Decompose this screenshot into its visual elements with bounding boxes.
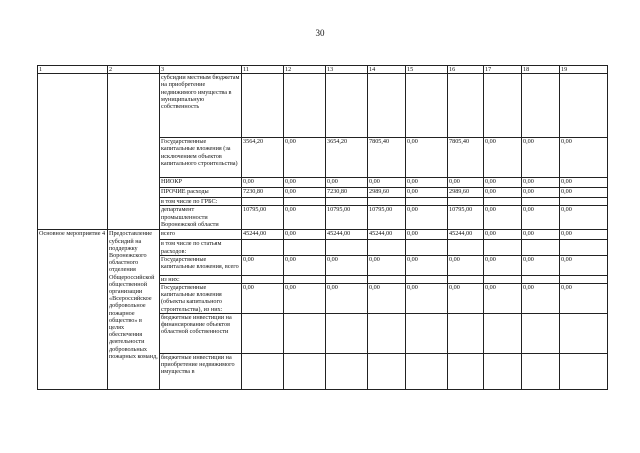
- value-cell: 0,00: [406, 230, 448, 240]
- header-cell: 12: [284, 66, 326, 74]
- value-cell: 0,00: [560, 188, 608, 198]
- header-cell: 13: [326, 66, 368, 74]
- value-cell: 0,00: [284, 284, 326, 314]
- value-cell: 0,00: [522, 206, 560, 230]
- value-cell: [284, 353, 326, 389]
- value-cell: 0,00: [484, 230, 522, 240]
- value-cell: 0,00: [560, 230, 608, 240]
- value-cell: 0,00: [522, 178, 560, 188]
- value-cell: [242, 353, 284, 389]
- table-row: [38, 74, 608, 138]
- value-cell: 45244,00: [448, 230, 484, 240]
- value-cell: [242, 240, 284, 255]
- row-item-cell: НИОКР: [160, 178, 242, 188]
- value-cell: [448, 198, 484, 206]
- value-cell: [560, 275, 608, 283]
- header-cell: 18: [522, 66, 560, 74]
- value-cell: [522, 353, 560, 389]
- value-cell: 0,00: [284, 206, 326, 230]
- value-cell: 0,00: [242, 255, 284, 275]
- value-cell: [406, 198, 448, 206]
- value-cell: [368, 275, 406, 283]
- row-description-cell: [108, 74, 160, 230]
- page-number: 30: [315, 28, 325, 38]
- budget-table: [37, 65, 608, 390]
- value-cell: 0,00: [326, 284, 368, 314]
- value-cell: 0,00: [368, 284, 406, 314]
- value-cell: [326, 74, 368, 138]
- value-cell: 2989,60: [368, 188, 406, 198]
- value-cell: 0,00: [560, 138, 608, 178]
- value-cell: 0,00: [284, 188, 326, 198]
- value-cell: 3564,20: [242, 138, 284, 178]
- value-cell: 0,00: [406, 188, 448, 198]
- value-cell: [522, 198, 560, 206]
- value-cell: [484, 313, 522, 353]
- value-cell: [406, 240, 448, 255]
- value-cell: 10795,00: [242, 206, 284, 230]
- value-cell: 0,00: [484, 138, 522, 178]
- row-description-cell: Предоставление субсидий на поддержку Воронежского областного отделения Общероссийской общественной организации «Всероссийское добровольное пожарное общество» в целях обеспечения деятельности добровольных пожарных команд,: [108, 230, 160, 389]
- value-cell: 0,00: [522, 188, 560, 198]
- value-cell: [560, 353, 608, 389]
- value-cell: [484, 240, 522, 255]
- value-cell: [448, 74, 484, 138]
- value-cell: [560, 198, 608, 206]
- value-cell: [242, 275, 284, 283]
- header-cell: 2: [108, 66, 160, 74]
- value-cell: [406, 74, 448, 138]
- row-item-cell: бюджетные инвестиции на приобретение недвижимого имущества в: [160, 353, 242, 389]
- row-item-cell: из них:: [160, 275, 242, 283]
- row-item-cell: бюджетные инвестиции на финансирование объектов областной собственности: [160, 313, 242, 353]
- value-cell: [326, 353, 368, 389]
- value-cell: [284, 198, 326, 206]
- value-cell: 0,00: [242, 178, 284, 188]
- value-cell: [326, 198, 368, 206]
- value-cell: 0,00: [406, 138, 448, 178]
- value-cell: [522, 240, 560, 255]
- value-cell: 0,00: [484, 188, 522, 198]
- value-cell: [284, 240, 326, 255]
- value-cell: [326, 275, 368, 283]
- table-row: [38, 230, 608, 240]
- value-cell: 0,00: [448, 255, 484, 275]
- value-cell: 0,00: [522, 255, 560, 275]
- value-cell: [406, 275, 448, 283]
- value-cell: [448, 353, 484, 389]
- value-cell: [284, 313, 326, 353]
- value-cell: 10795,00: [326, 206, 368, 230]
- value-cell: 7230,80: [242, 188, 284, 198]
- row-item-cell: Государственные капитальные вложения, всего: [160, 255, 242, 275]
- value-cell: [484, 198, 522, 206]
- value-cell: [560, 240, 608, 255]
- value-cell: 0,00: [326, 255, 368, 275]
- value-cell: [368, 74, 406, 138]
- value-cell: [560, 313, 608, 353]
- value-cell: [522, 74, 560, 138]
- value-cell: 0,00: [448, 284, 484, 314]
- value-cell: [242, 198, 284, 206]
- value-cell: 0,00: [406, 255, 448, 275]
- value-cell: [406, 353, 448, 389]
- value-cell: [368, 240, 406, 255]
- value-cell: 0,00: [284, 255, 326, 275]
- value-cell: 0,00: [284, 178, 326, 188]
- value-cell: 7230,80: [326, 188, 368, 198]
- row-item-cell: субсидии местным бюджетам на приобретение недвижимого имущества в муниципальную собственность: [160, 74, 242, 138]
- row-item-cell: Государственные капитальные вложения (за исключением объектов капитального строительства): [160, 138, 242, 178]
- value-cell: [484, 353, 522, 389]
- value-cell: 0,00: [406, 178, 448, 188]
- value-cell: 0,00: [484, 178, 522, 188]
- header-cell: 3: [160, 66, 242, 74]
- value-cell: 0,00: [242, 284, 284, 314]
- table-body: [38, 66, 608, 390]
- header-cell: 19: [560, 66, 608, 74]
- value-cell: 0,00: [560, 178, 608, 188]
- header-cell: 17: [484, 66, 522, 74]
- value-cell: 0,00: [560, 206, 608, 230]
- value-cell: 0,00: [284, 230, 326, 240]
- row-measure-cell: Основное мероприятие 4: [38, 230, 108, 389]
- header-cell: 14: [368, 66, 406, 74]
- row-item-cell: департамент промышленности Воронежской области: [160, 206, 242, 230]
- value-cell: 7805,40: [448, 138, 484, 178]
- value-cell: 2989,60: [448, 188, 484, 198]
- header-cell: 11: [242, 66, 284, 74]
- value-cell: 0,00: [522, 138, 560, 178]
- value-cell: [448, 313, 484, 353]
- value-cell: 0,00: [326, 178, 368, 188]
- value-cell: 10795,00: [448, 206, 484, 230]
- header-cell: 15: [406, 66, 448, 74]
- value-cell: [326, 313, 368, 353]
- row-item-cell: всего: [160, 230, 242, 240]
- value-cell: [560, 74, 608, 138]
- value-cell: 0,00: [406, 284, 448, 314]
- value-cell: [368, 353, 406, 389]
- value-cell: [522, 275, 560, 283]
- value-cell: [368, 198, 406, 206]
- header-cell: 1: [38, 66, 108, 74]
- value-cell: [326, 240, 368, 255]
- value-cell: 0,00: [484, 284, 522, 314]
- value-cell: [284, 275, 326, 283]
- value-cell: [448, 275, 484, 283]
- value-cell: 0,00: [368, 255, 406, 275]
- value-cell: [522, 313, 560, 353]
- value-cell: 0,00: [560, 284, 608, 314]
- value-cell: [448, 240, 484, 255]
- value-cell: [484, 275, 522, 283]
- value-cell: [368, 313, 406, 353]
- value-cell: 0,00: [522, 230, 560, 240]
- value-cell: [484, 74, 522, 138]
- row-item-cell: ПРОЧИЕ расходы: [160, 188, 242, 198]
- row-item-cell: в том числе по статьям расходов:: [160, 240, 242, 255]
- value-cell: 0,00: [284, 138, 326, 178]
- value-cell: [284, 74, 326, 138]
- header-cell: 16: [448, 66, 484, 74]
- value-cell: 0,00: [522, 284, 560, 314]
- row-measure-cell: [38, 74, 108, 230]
- value-cell: [242, 313, 284, 353]
- value-cell: 7805,40: [368, 138, 406, 178]
- value-cell: 0,00: [406, 206, 448, 230]
- value-cell: 0,00: [484, 206, 522, 230]
- value-cell: 45244,00: [368, 230, 406, 240]
- value-cell: 45244,00: [242, 230, 284, 240]
- value-cell: [406, 313, 448, 353]
- value-cell: 0,00: [484, 255, 522, 275]
- value-cell: 0,00: [560, 255, 608, 275]
- row-item-cell: Государственные капитальные вложения (объекты капитального строительства), из них:: [160, 284, 242, 314]
- value-cell: 3654,20: [326, 138, 368, 178]
- value-cell: 0,00: [368, 178, 406, 188]
- value-cell: [242, 74, 284, 138]
- value-cell: 45244,00: [326, 230, 368, 240]
- row-item-cell: в том числе по ГРБС:: [160, 198, 242, 206]
- value-cell: 10795,00: [368, 206, 406, 230]
- header-row: [38, 66, 608, 74]
- value-cell: 0,00: [448, 178, 484, 188]
